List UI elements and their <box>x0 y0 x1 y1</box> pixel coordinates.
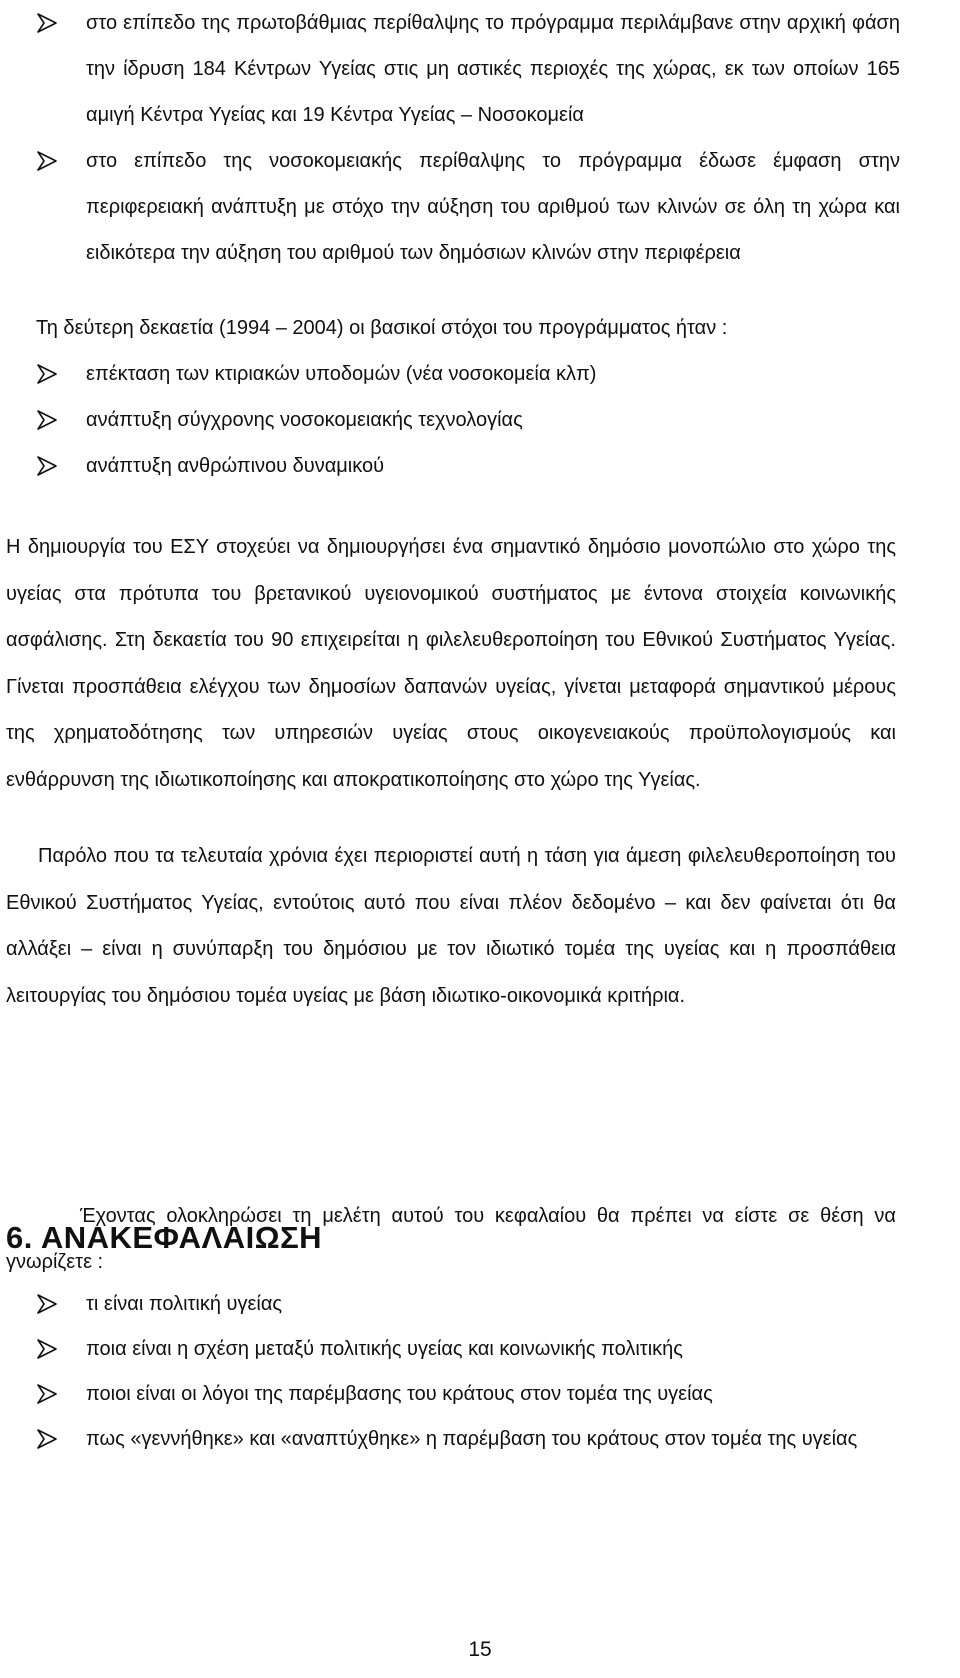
arrowhead-bullet-icon <box>36 150 58 172</box>
list-item-text: πως «γεννήθηκε» και «αναπτύχθηκε» η παρέμβαση του κράτους στον τομέα της υγείας <box>86 1428 858 1450</box>
arrowhead-bullet-icon <box>36 455 58 477</box>
intro-second-decade: Τη δεύτερη δεκαετία (1994 – 2004) οι βασικοί στόχοι του προγράμματος ήταν : <box>36 317 728 339</box>
page-number: 15 <box>468 1638 492 1661</box>
list-item <box>0 138 900 276</box>
arrowhead-bullet-icon <box>36 363 58 385</box>
arrowhead-bullet-icon <box>36 1428 58 1450</box>
list-item <box>0 1417 900 1462</box>
arrowhead-bullet-icon <box>36 1293 58 1315</box>
list-item-text: ανάπτυξη ανθρώπινου δυναμικού <box>86 455 385 477</box>
bullet-list-second-decade-goals <box>0 351 900 489</box>
list-item <box>0 397 900 443</box>
arrowhead-bullet-icon <box>36 409 58 431</box>
section-heading: 6. ΑΝΑΚΕΦΑΛΑΙΩΣΗ <box>6 1220 323 1255</box>
list-item-text: ανάπτυξη σύγχρονης νοσοκομειακής τεχνολογίας <box>86 409 523 431</box>
list-item-text: ποιοι είναι οι λόγοι της παρέμβασης του κράτους στον τομέα της υγείας <box>86 1383 713 1405</box>
bullet-list-learning-outcomes <box>0 1282 900 1462</box>
list-item-text: στο επίπεδο της νοσοκομειακής περίθαλψης το πρόγραμμα έδωσε έμφαση στην περιφερειακή ανάπτυξη με στόχο την αύξηση του αριθμού των κλινών σε όλη τη χώρα και ειδικότερα την αύξηση του αριθμού των δημόσιων κλινών στην περιφέρεια <box>86 150 900 264</box>
list-item <box>0 0 900 138</box>
list-item <box>0 351 900 397</box>
arrowhead-bullet-icon <box>36 1383 58 1405</box>
bullet-list-program-phase1 <box>0 0 900 276</box>
list-item <box>0 443 900 489</box>
list-item <box>0 1282 900 1327</box>
list-item-text: στο επίπεδο της πρωτοβάθμιας περίθαλψης το πρόγραμμα περιλάμβανε στην αρχική φάση την ίδρυση 184 Κέντρων Υγείας στις μη αστικές περιοχές της χώρας, εκ των οποίων 165 αμιγή Κέντρα Υγείας και 19 Κέντρα Υγείας – Νοσοκομεία <box>86 12 900 126</box>
list-item <box>0 1372 900 1417</box>
arrowhead-bullet-icon <box>36 1338 58 1360</box>
arrowhead-bullet-icon <box>36 12 58 34</box>
list-item <box>0 1327 900 1372</box>
paragraph-esy: Η δημιουργία του ΕΣΥ στοχεύει να δημιουργήσει ένα σημαντικό δημόσιο μονοπώλιο στο χώρο της υγείας στα πρότυπα του βρετανικού υγειονομικού συστήματος με έντονα στοιχεία κοινωνικής ασφάλισης. Στη δεκαετία του 90 επιχειρείται η φιλελευθεροποίηση του Εθνικού Συστήματος Υγείας. Γίνεται προσπάθεια ελέγχου των δημοσίων δαπανών υγείας, γίνεται μεταφορά σημαντικού μέρους της χρηματοδότησης των υπηρεσιών υγείας στους οικογενειακούς προϋπολογισμούς και ενθάρρυνση της ιδιωτικοποίησης και αποκρατικοποίησης στο χώρο της Υγείας. <box>6 536 896 791</box>
list-item-text: τι είναι πολιτική υγείας <box>86 1293 283 1315</box>
summary-intro: Έχοντας ολοκληρώσει τη μελέτη αυτού του κεφαλαίου θα πρέπει να είστε σε θέση να γνωρίζετε : <box>6 1205 896 1273</box>
paragraph-recent-years: Παρόλο που τα τελευταία χρόνια έχει περιοριστεί αυτή η τάση για άμεση φιλελευθεροποίηση του Εθνικού Συστήματος Υγείας, εντούτοις αυτό που είναι πλέον δεδομένο – και δεν φαίνεται ότι θα αλλάξει – είναι η συνύπαρξη του δημόσιου με τον ιδιωτικό τομέα της υγείας και η προσπάθεια λειτουργίας του δημόσιου τομέα υγείας με βάση ιδιωτικο-οικονομικά κριτήρια. <box>6 845 896 1007</box>
list-item-text: ποια είναι η σχέση μεταξύ πολιτικής υγείας και κοινωνικής πολιτικής <box>86 1338 683 1360</box>
list-item-text: επέκταση των κτιριακών υποδομών (νέα νοσοκομεία κλπ) <box>86 363 597 385</box>
